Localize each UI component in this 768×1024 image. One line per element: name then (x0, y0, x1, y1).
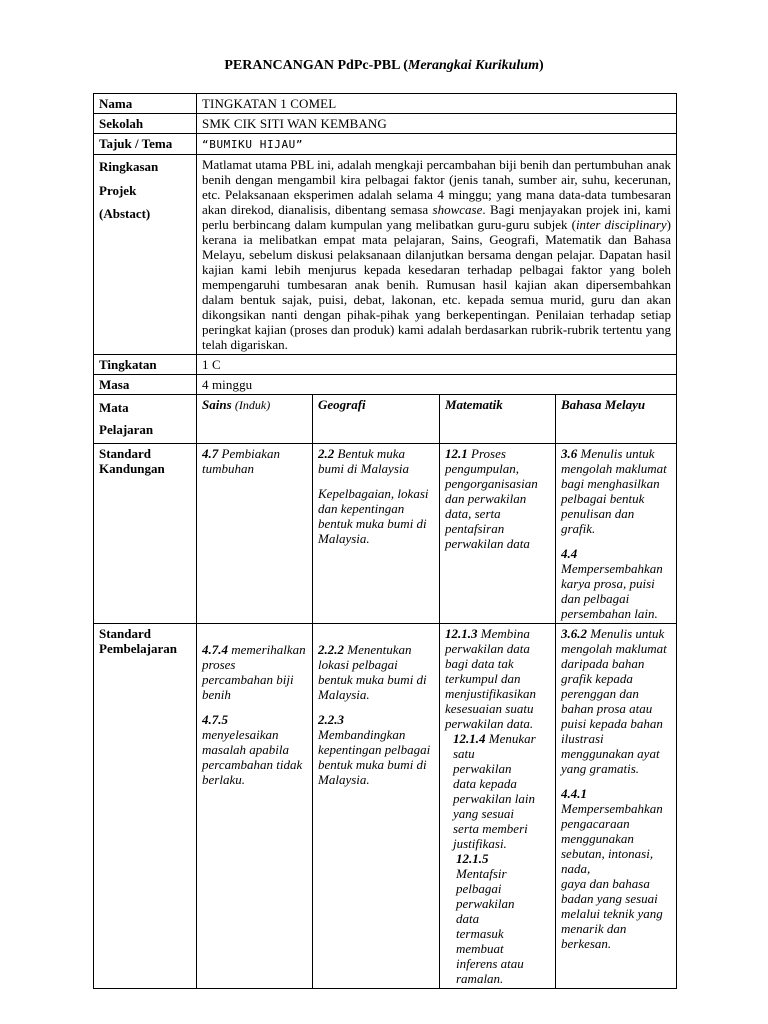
sk-matematik-text: Proses pengumpulan, pengorganisasian dan perwakilan data, serta pentafsiran perwakilan data (445, 446, 538, 551)
page-title-close: ) (538, 58, 544, 73)
label-mata-pelajaran (94, 395, 197, 444)
sp-matematik (440, 624, 556, 989)
row-ringkasan (94, 155, 677, 355)
sp-matematik-text-3: Mentafsir pelbagai perwakilan data termasuk membuat inferens atau ramalan. (456, 866, 524, 986)
subject-sains-name: Sains (202, 397, 232, 412)
abstract-part-1: Matlamat utama PBL ini, adalah mengkaji percambahan biji benih dan pertumbuhan anak benih dengan mengambil kira pelbagai faktor (jenis tanah, sumber air, suhu, kecerunan, etc. Pelaksanaan eksperimen adalah selama 4 minggu; yang mana data-data tumbesaran akan direkod, dianalisis, dibentang semasa (202, 157, 672, 217)
sp-matematik-code-3: 12.1.5 (456, 851, 489, 866)
sk-bahasa-melayu (556, 444, 677, 624)
label-sp-2: Pembelajaran (99, 641, 177, 656)
abstract-text (197, 155, 677, 355)
value-sekolah: SMK CIK SITI WAN KEMBANG (197, 114, 677, 134)
sk-geografi (313, 444, 440, 624)
abstract-part-3: ) kerana ia melibatkan empat mata pelajaran, Sains, Geografi, Matematik dan Bahasa Melayu, sebelum diskusi pelaksanaan dilanjutkan bersama dengan pelajar. Dapatan hasil kajian kami lebih menjurus kepada kesedaran terhadap pelbagai faktor yang boleh mempengaruhi tumbesaran anak benih. Rumusan hasil kajian akan dipersembahkan dalam bentuk sajak, puisi, debat, lakonan, etc. kepada semua murid, guru dan akan dikongsikan nanti dengan pihak-pihak yang berkepentingan. Penilaian terhadap setiap peringkat kajian (proses dan produk) kami adalah berdasarkan rubrik-rubrik tertentu yang telah digariskan. (202, 217, 672, 352)
label-standard-pembelajaran (94, 624, 197, 989)
row-mata-pelajaran (94, 395, 677, 444)
label-ringkasan-2: Projek (99, 182, 137, 198)
label-tajuk: Tajuk / Tema (94, 134, 197, 155)
sk-matematik-code: 12.1 (445, 446, 468, 461)
label-mata-1: Mata (99, 400, 129, 415)
page-title-italic: Merangkai Kurikulum (407, 58, 539, 73)
plan-table (93, 93, 677, 989)
sp-bm-code-2: 4.4.1 (561, 786, 587, 801)
sk-sains-text: Pembiakan tumbuhan (202, 446, 280, 476)
sp-sains-text-1b: benih (202, 687, 231, 702)
row-sekolah (94, 114, 677, 134)
sp-geografi-code-2: 2.2.3 (318, 712, 344, 727)
sp-bm-text-2b: gaya dan bahasa badan yang sesuai melalui teknik yang menarik dan berkesan. (561, 876, 663, 951)
sp-geografi-code-1: 2.2.2 (318, 642, 344, 657)
label-standard-kandungan (94, 444, 197, 624)
value-masa: 4 minggu (197, 375, 677, 395)
row-masa (94, 375, 677, 395)
sk-bm-text-1: Menulis untuk mengolah maklumat bagi menghasilkan pelbagai bentuk penulisan dan grafik. (561, 446, 667, 536)
row-tajuk (94, 134, 677, 155)
abstract-part-2: . Bagi menjayakan projek ini, kami perlu berbincang dalam kumpulan yang melibatkan guru-guru subjek ( (202, 202, 671, 232)
sk-geografi-code: 2.2 (318, 446, 335, 461)
value-nama: TINGKATAN 1 COMEL (197, 94, 677, 114)
sk-sains (197, 444, 313, 624)
sk-bm-code-1: 3.6 (561, 446, 578, 461)
subject-sains (197, 395, 313, 444)
sk-bm-text-2: Mempersembahkan karya prosa, puisi dan pelbagai persembahan lain. (561, 561, 663, 621)
label-ringkasan-1: Ringkasan (99, 159, 159, 174)
sp-bm-text-2: Mempersembahkan pengacaraan menggunakan sebutan, intonasi, nada, (561, 801, 663, 876)
subject-geografi: Geografi (313, 395, 440, 444)
sp-sains-text-2: menyelesaikan masalah apabila percambahan tidak berlaku. (202, 727, 303, 787)
value-tingkatan: 1 C (197, 355, 677, 375)
sp-sains-text-1: memerihalkan proses percambahan biji (202, 642, 306, 687)
label-sp-1: Standard (99, 626, 152, 641)
row-tingkatan (94, 355, 677, 375)
sp-geografi (313, 624, 440, 989)
label-nama: Nama (94, 94, 197, 114)
abstract-showcase: showcase (432, 202, 483, 217)
sp-geografi-text-1: Menentukan lokasi pelbagai bentuk muka bumi di Malaysia. (318, 642, 427, 702)
abstract-inter-disciplinary: inter disciplinary (575, 217, 667, 232)
row-standard-kandungan (94, 444, 677, 624)
row-standard-pembelajaran (94, 624, 677, 989)
subject-bahasa-melayu: Bahasa Melayu (556, 395, 677, 444)
label-sekolah: Sekolah (94, 114, 197, 134)
value-tajuk: “BUMIKU HIJAU” (202, 138, 304, 151)
label-tingkatan: Tingkatan (94, 355, 197, 375)
sp-matematik-text-1: Membina perwakilan data bagi data tak terkumpul dan menjustifikasikan kesesuaian suatu perwakilan data. (445, 626, 536, 731)
sp-bm-text-1: Menulis untuk mengolah maklumat daripada bahan grafik kepada perenggan dan bahan prosa atau puisi kepada bahan ilustrasi menggunakan ayat yang gramatis. (561, 626, 667, 776)
sp-sains (197, 624, 313, 989)
label-sk-2: Kandungan (99, 461, 165, 476)
sp-bm-code-1: 3.6.2 (561, 626, 587, 641)
sp-sains-code-2: 4.7.5 (202, 712, 228, 727)
label-masa: Masa (94, 375, 197, 395)
sp-matematik-code-1: 12.1.3 (445, 626, 478, 641)
sk-sains-code: 4.7 (202, 446, 219, 461)
sp-sains-code-1: 4.7.4 (202, 642, 228, 657)
sp-bahasa-melayu (556, 624, 677, 989)
sk-matematik (440, 444, 556, 624)
sk-bm-code-2: 4.4 (561, 546, 578, 561)
page-title-main: PERANCANGAN PdPc-PBL ( (224, 58, 408, 73)
label-ringkasan (94, 155, 197, 355)
page-title (0, 58, 768, 74)
label-sk-1: Standard (99, 446, 152, 461)
subject-matematik: Matematik (440, 395, 556, 444)
sp-matematik-text-2: Menukar satu perwakilan data kepada perwakilan lain yang sesuai serta memberi justifikasi. (453, 731, 536, 851)
label-ringkasan-3: (Abstact) (99, 206, 151, 221)
sp-geografi-text-2: Membandingkan kepentingan pelbagai bentuk muka bumi di Malaysia. (318, 727, 431, 787)
subject-sains-note: (Induk) (234, 398, 271, 412)
sk-geografi-text: Bentuk muka bumi di Malaysia (318, 446, 409, 476)
label-mata-2: Pelajaran (99, 422, 154, 437)
row-nama (94, 94, 677, 114)
sk-geografi-text2: Kepelbagaian, lokasi dan kepentingan bentuk muka bumi di Malaysia. (318, 486, 429, 546)
sp-matematik-code-2: 12.1.4 (453, 731, 486, 746)
